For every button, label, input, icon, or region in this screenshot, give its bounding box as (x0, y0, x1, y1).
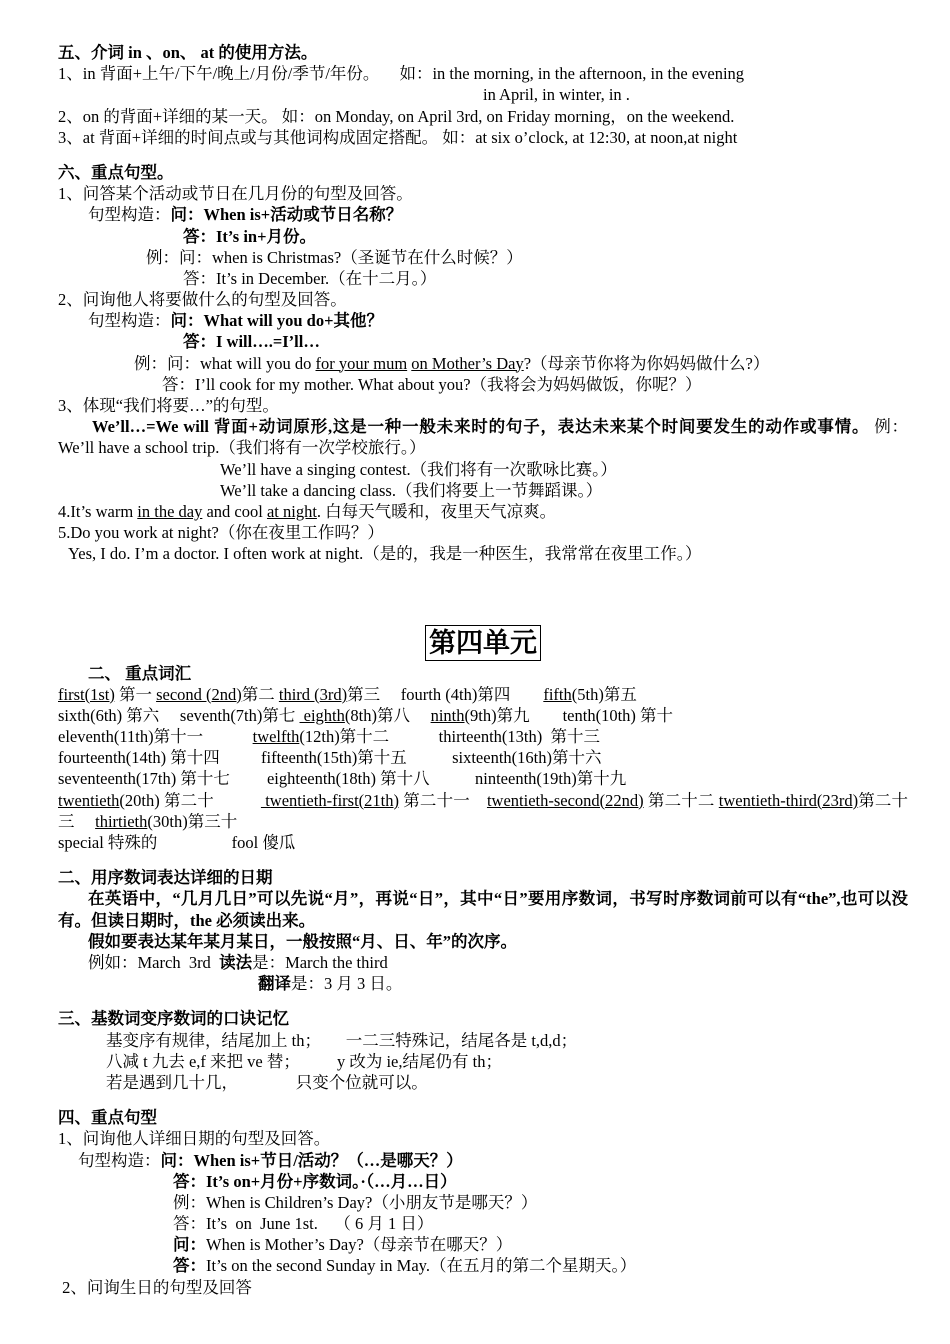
u4-sec4-ex1-ans: 答：It’s on June 1st. （ 6 月 1 日） (173, 1214, 434, 1234)
vocab-row-4: fourteenth(14th) 第十四 fifteenth(15th)第十五 sixteenth(16th)第十六 (58, 748, 602, 768)
sec6-q5-ans: Yes, I do. I’m a doctor. I often work at night.（是的，我是一种医生，我常常在夜里工作。） (68, 544, 702, 564)
vocab-word: ninth (430, 705, 465, 725)
sec6-q1-ans: 答：It’s in+月份。 (183, 226, 317, 246)
u4-sec4-struct (58, 1150, 908, 1171)
vocab-title: 二、 重点词汇 (88, 663, 192, 683)
ex-text: ?（母亲节你将为你妈妈做什么?） (523, 353, 770, 373)
struct-ask: 问：What will you do+其他？ (170, 311, 383, 331)
rhyme-line-3: 若是遇到几十几， 只变个位就可以。 (106, 1072, 428, 1092)
rhyme-line-1: 基变序有规律，结尾加上 th； 一二三特殊记，结尾各是 t,d,d； (106, 1030, 578, 1050)
sec6-q3-rule: We’ll…=We will 背面+动词原形,这是一种一般未来时的句子，表达未来某个时间要发生的动作或事情。 (92, 417, 870, 437)
ex-underline: for your mum (315, 353, 408, 373)
sec6-q1-ex-ask: 例：问：when is Christmas?（圣诞节在什么时候？） (146, 247, 523, 267)
q4-text: . 白每天气暖和，夜里天气凉爽。 (316, 501, 557, 521)
vocab-text: 第三 fourth (4th)第四 (347, 684, 544, 704)
vocab-word: twentieth (58, 790, 120, 810)
u4-sec4-ex2 (58, 1234, 908, 1255)
unit-4-heading (58, 625, 908, 661)
u4-sec2-para-2: 假如要表达某年某月某日，一般按照“月、日、年”的次序。 (88, 931, 517, 951)
ex-bold: 答： (173, 1256, 206, 1276)
vocab-word: twentieth-second(22nd) (486, 790, 644, 810)
q4-underline: at night (266, 501, 317, 521)
u4-sec2-para-1: 在英语中，“几月几日”可以先说“月”，再说“日”，其中“日”要用序数词，书写时序数词前可以有“the”,也可以没有。但读日期时，the 必须读出来。 (58, 889, 908, 930)
vocab-text: (8th)第八 (344, 705, 431, 725)
struct-label: 句型构造： (78, 1150, 161, 1170)
unit-title: 第四单元 (425, 625, 541, 661)
u4-sec2-example (58, 952, 908, 973)
ex-text: 是：March the third (252, 953, 388, 973)
vocab-row-3 (58, 726, 908, 747)
q4-underline: in the day (137, 501, 203, 521)
vocab-text: (30th)第三十 (147, 811, 238, 831)
sec5-line-2: 2、on 的背面+详细的某一天。 如：on Monday, on April 3rd, on Friday morning，on the weekend. (58, 106, 735, 126)
vocab-word: first(1st) (58, 684, 115, 704)
section-5-title: 五、介词 in 、on、 at 的使用方法。 (58, 43, 318, 62)
sec6-q4 (58, 501, 908, 522)
sec6-q5: 5.Do you work at night?（你在夜里工作吗？） (58, 523, 384, 543)
vocab-text: 第二十三 (58, 790, 909, 831)
ex-bold: 问： (173, 1235, 206, 1255)
sec6-q3-ex1: 例：We’ll have a school trip.（我们将有一次学校旅行。） (58, 417, 908, 458)
u4-section-4-title: 四、重点句型 (58, 1108, 157, 1128)
sec6-q3: 3、体现“我们将要…”的句型。 (58, 396, 279, 415)
vocab-text: 第二十一 (399, 790, 487, 810)
vocab-word: thirtieth (95, 811, 148, 831)
sec6-q2-ex-ans: 答：I’ll cook for my mother. What about you?（我将会为妈妈做饭，你呢？） (162, 374, 702, 394)
tr-text: 是：3 月 3 日。 (291, 974, 403, 994)
vocab-text: eleventh(11th)第十一 (58, 727, 253, 747)
sec6-q2-ans: 答：I will….=I’ll… (183, 332, 320, 352)
ex-text: When is Mother’s Day?（母亲节在哪天？） (206, 1235, 513, 1255)
ex-text: 例：问：what will you do (134, 353, 316, 373)
vocab-row-1 (58, 684, 908, 705)
sec6-q3-ex2: We’ll have a singing contest.（我们将有一次歌咏比赛。） (220, 459, 617, 479)
u4-sec2-translation (58, 973, 908, 994)
sec6-q1-struct (58, 204, 908, 225)
vocab-word: third (3rd) (278, 684, 348, 704)
sec6-q3-ex3: We’ll take a dancing class.（我们将要上一节舞蹈课。） (220, 480, 603, 500)
sec6-q2-struct (58, 310, 908, 331)
vocab-row-2 (58, 705, 908, 726)
vocab-text: 第二 (241, 684, 279, 704)
ex-underline: on Mother’s Day (411, 353, 524, 373)
sec5-line-1 (58, 63, 908, 84)
ex-text: 例如：March 3rd (88, 953, 220, 973)
vocab-word: twelfth (252, 727, 300, 747)
ex-bold: 读法 (219, 953, 253, 973)
sec6-q3-para (58, 416, 908, 458)
sec6-q1-ex-ans: 答：It’s in December.（在十二月。） (183, 268, 437, 288)
u4-sec4-ex1: 例：When is Children’s Day?（小朋友节是哪天？） (173, 1192, 538, 1212)
struct-ask: 问：When is+节日/活动？（…是哪天？） (160, 1150, 463, 1170)
vocab-text: (12th)第十二 thirteenth(13th) 第十三 (299, 727, 600, 747)
document-page (58, 42, 908, 1298)
struct-label: 句型构造： (88, 205, 171, 225)
vocab-text: sixth(6th) 第六 seventh(7th)第七 (58, 705, 300, 725)
vocab-row-6 (58, 790, 908, 832)
vocab-row-7: special 特殊的 fool 傻瓜 (58, 833, 296, 853)
vocab-word: eighth (299, 705, 345, 725)
vocab-text: (20th) 第二十 (119, 790, 261, 810)
struct-ask: 问：When is+活动或节日名称？ (170, 205, 403, 225)
sec5-rule-in: 1、in 背面+上午/下午/晚上/月份/季节/年份。 (58, 64, 380, 84)
vocab-text: 第一 (114, 684, 157, 704)
vocab-word: second (2nd) (156, 684, 242, 704)
u4-section-3-title: 三、基数词变序数词的口诀记忆 (58, 1009, 289, 1029)
sec5-line-3: 3、at 背面+详细的时间点或与其他词构成固定搭配。 如：at six o’clock, at 12:30, at noon,at night (58, 127, 738, 147)
vocab-text: (5th)第五 (571, 684, 637, 704)
sec6-q2: 2、问询他人将要做什么的句型及回答。 (58, 290, 347, 310)
vocab-word: twentieth-first(21th) (260, 790, 399, 810)
vocab-word: fifth (543, 684, 572, 704)
u4-sec4-ans: 答：It’s on+月份+序数词。·（…月…日） (173, 1171, 457, 1191)
q4-text: 4.It’s warm (58, 501, 138, 521)
u4-section-2-title: 二、用序数词表达详细的日期 (58, 868, 273, 888)
section-6-title: 六、重点句型。 (58, 162, 174, 182)
sec5-example-in: 如：in the morning, in the afternoon, in the evening (399, 64, 745, 84)
vocab-word: twentieth-third(23rd) (718, 790, 859, 810)
sec6-q2-ex (58, 353, 908, 374)
rhyme-line-2: 八减 t 九去 e,f 来把 ve 替； y 改为 ie,结尾仍有 th； (106, 1051, 502, 1071)
sec6-q1: 1、问答某个活动或节日在几月份的句型及回答。 (58, 184, 413, 204)
tr-bold: 翻译 (258, 974, 291, 994)
u4-sec4-q2: 2、问询生日的句型及回答 (58, 1277, 252, 1297)
vocab-text: 第二十二 (643, 790, 719, 810)
u4-sec4-q1: 1、问询他人详细日期的句型及回答。 (58, 1129, 331, 1149)
q4-text: and cool (202, 501, 267, 521)
struct-label: 句型构造： (88, 311, 171, 331)
ex-text: It’s on the second Sunday in May.（在五月的第二个星期天。） (206, 1256, 637, 1276)
vocab-text: (9th)第九 tenth(10th) 第十 (464, 705, 674, 725)
vocab-row-5: seventeenth(17th) 第十七 eighteenth(18th) 第十八 ninteenth(19th)第十九 (58, 769, 627, 789)
u4-sec4-ex2-ans (58, 1255, 908, 1276)
sec5-line-1c: in April, in winter, in . (483, 85, 630, 105)
